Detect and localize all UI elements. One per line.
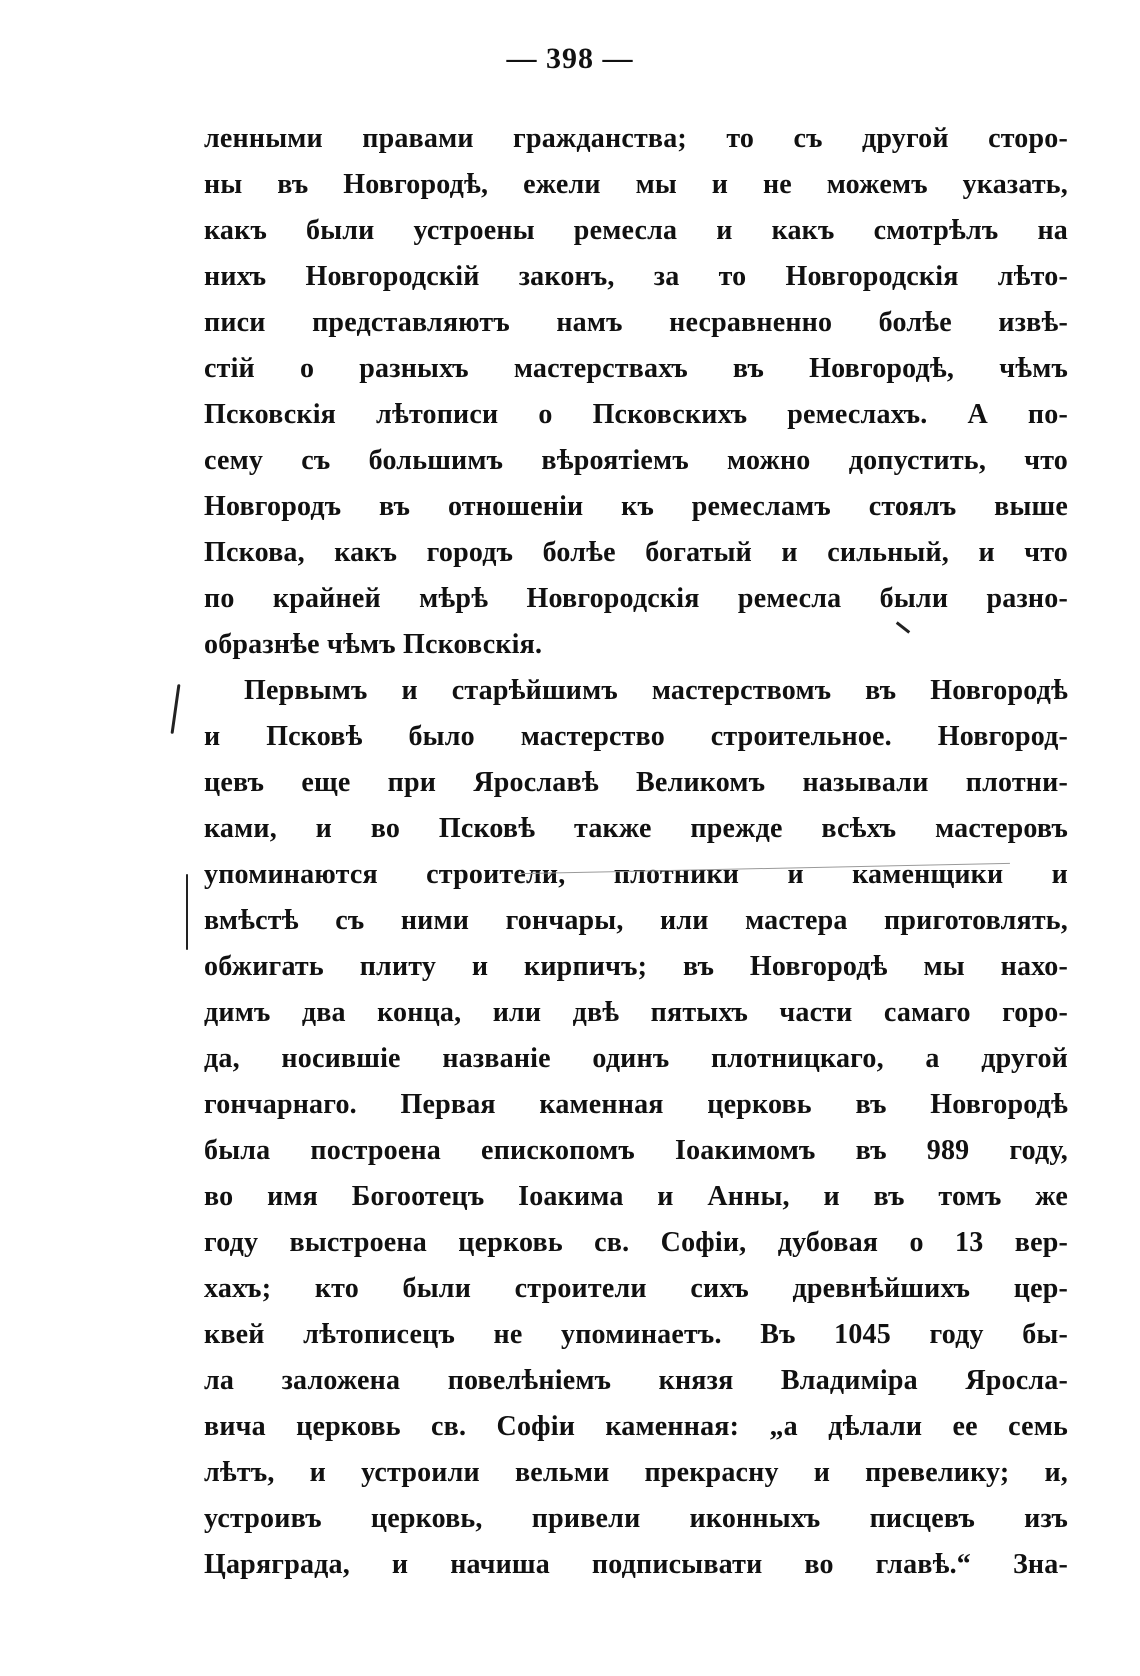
page-number: — 398 — [506,42,634,75]
text-line: хахъ; кто были строители сихъ древнѣйшихъ цер- [204,1273,1068,1304]
text-line: сему съ большимъ вѣроятіемъ можно допустить, что [204,445,1068,476]
paragraph-first-line: Первымъ и старѣйшимъ мастерствомъ въ Новгородѣ [244,675,1068,706]
text-line: цевъ еще при Ярославѣ Великомъ называли плотни- [204,767,1068,798]
margin-pencil-mark [171,684,181,734]
text-line: вича церковь св. Софіи каменная: „а дѣлали ее семь [204,1411,1068,1442]
text-line: димъ два конца, или двѣ пятыхъ части самаго горо- [204,997,1068,1028]
text-line: лѣтъ, и устроили вельми прекрасну и превелику; и, [204,1457,1068,1488]
text-line: году выстроена церковь св. Софіи, дубовая о 13 вер- [204,1227,1068,1258]
text-line: во имя Богоотецъ Іоакима и Анны, и въ томъ же [204,1181,1068,1212]
text-line: писи представляютъ намъ несравненно болѣе извѣ- [204,307,1068,338]
text-line: по крайней мѣрѣ Новгородскія ремесла были разно- [204,583,1068,614]
text-line: Пскова, какъ городъ болѣе богатый и сильный, и что [204,537,1068,568]
text-line: ла заложена повелѣніемъ князя Владиміра Яросла- [204,1365,1068,1396]
text-line: устроивъ церковь, привели иконныхъ писцевъ изъ [204,1503,1068,1534]
text-line: обжигать плиту и кирпичъ; въ Новгородѣ мы нахо- [204,951,1068,982]
text-line: ленными правами гражданства; то съ другой сторо- [204,123,1068,154]
text-line: какъ были устроены ремесла и какъ смотрѣлъ на [204,215,1068,246]
text-line: была построена епископомъ Іоакимомъ въ 989 году, [204,1135,1068,1166]
body-text [204,116,1068,1588]
text-line: нихъ Новгородскій законъ, за то Новгородскія лѣто- [204,261,1068,292]
text-line: ны въ Новгородѣ, ежели мы и не можемъ указать, [204,169,1068,200]
text-line: ками, и во Псковѣ также прежде всѣхъ мастеровъ [204,813,1068,844]
text-line: квей лѣтописецъ не упоминаетъ. Въ 1045 году бы- [204,1319,1068,1350]
text-line: гончарнаго. Первая каменная церковь въ Новгородѣ [204,1089,1068,1120]
text-line: вмѣстѣ съ ними гончары, или мастера приготовлять, [204,905,1068,936]
text-line: Псковскія лѣтописи о Псковскихъ ремеслахъ. А по- [204,399,1068,430]
text-line: Новгородъ въ отношеніи къ ремесламъ стоялъ выше [204,491,1068,522]
text-line: упоминаются строители, плотники и каменщики и [204,859,1068,890]
text-line: да, носившіе названіе одинъ плотницкаго, а другой [204,1043,1068,1074]
text-line: и Псковѣ было мастерство строительное. Новгород- [204,721,1068,752]
text-line: Царяграда, и начиша подписывати во главѣ.“ Зна- [204,1549,1068,1580]
text-line: стій о разныхъ мастерствахъ въ Новгородѣ, чѣмъ [204,353,1068,384]
paragraph-last-line: образнѣе чѣмъ Псковскія. [204,629,543,660]
margin-pencil-mark [186,874,188,950]
